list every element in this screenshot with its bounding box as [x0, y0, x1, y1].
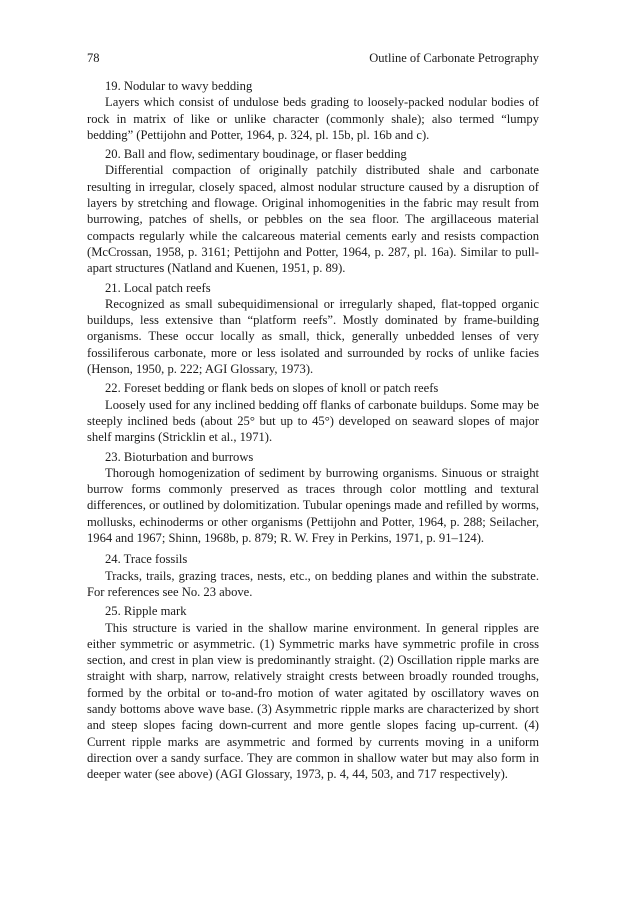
entry-heading: 25. Ripple mark [105, 604, 187, 619]
page-body [87, 78, 539, 785]
page-number: 78 [87, 51, 100, 65]
entry-heading: 22. Foreset bedding or flank beds on slopes of knoll or patch reefs [105, 381, 439, 396]
entry-ripple-mark [87, 603, 539, 782]
entry-nodular-bedding [87, 78, 539, 143]
entry-bioturbation [87, 449, 539, 547]
entry-foreset-bedding [87, 380, 539, 445]
entry-text: Recognized as small subequidimensional or irregularly shaped, flat-topped organic buildups, less extensive than “platform reefs”. Mostly dominated by frame-building organisms. These occur locally as small, thick, generally unbedded lenses of very fossiliferous carbonate, more or less isolated and surrounded by rocks of unlike facies (Henson, 1950, p. 222; AGI Glossary, 1973). [87, 296, 539, 377]
entry-heading: 19. Nodular to wavy bedding [105, 79, 253, 93]
running-title: Outline of Carbonate Petrography [369, 51, 539, 65]
entry-text: Layers which consist of undulose beds grading to loosely-packed nodular bodies of rock in matrix of like or unlike character (commonly shale); also termed “lumpy bedding” (Pettijohn and Potter, 1964, p. 324, pl. 15b, pl. 16b and c). [87, 95, 539, 142]
entry-text: Differential compaction of originally patchily distributed shale and carbonate resulting in irregular, closely spaced, almost nodular structure caused by a disruption of layers by stretching and flowage. Original inhomogenities in the fabric may result from burrowing, patches of shells, or pebbles on the sea floor. The argillaceous material compacts regularly while the calcareous material cements early and resists compaction (McCrossan, 1958, p. 3161; Pettijohn and Potter, 1964, p. 287, pl. 16a). Similar to pull-apart structures (Natland and Kuenen, 1951, p. 89). [87, 163, 539, 276]
entry-trace-fossils [87, 551, 539, 600]
entry-patch-reefs [87, 280, 539, 378]
entry-text: Tracks, trails, grazing traces, nests, etc., on bedding planes and within the substrate. For references see No. 23 above. [87, 568, 539, 599]
entry-heading: 24. Trace fossils [105, 552, 188, 567]
entry-heading: 20. Ball and flow, sedimentary boudinage, or flaser bedding [105, 147, 407, 162]
entry-heading: 23. Bioturbation and burrows [105, 449, 254, 464]
entry-heading: 21. Local patch reefs [105, 280, 211, 295]
entry-text: Thorough homogenization of sediment by burrowing organisms. Sinuous or straight burrow forms commonly preserved as traces through color mottling and textural differences, or outlined by dolomitization. Tubular openings made and refilled by worms, mollusks, echinoderms or other organisms (Pettijohn and Potter, 1964, p. 288; Seilacher, 1964 and 1967; Shinn, 1968b, p. 879; R. W. Frey in Perkins, 1971, p. 91–124). [87, 465, 539, 546]
entry-ball-and-flow [87, 146, 539, 276]
page-header [87, 50, 539, 66]
entry-text: Loosely used for any inclined bedding off flanks of carbonate buildups. Some may be steeply inclined beds (about 25° but up to 45°) developed on seaward slopes of major shelf margins (Stricklin et al., 1971). [87, 397, 539, 445]
entry-text: This structure is varied in the shallow marine environment. In general ripples are either symmetric or asymmetric. (1) Symmetric marks have symmetric profile in cross section, and crest in plan view is predominantly straight. (2) Oscillation ripple marks are straight with sharp, narrow, relatively straight crests between broadly rounded troughs, formed by the orbital or to-and-fro motion of water agitated by oscillatory waves on sandy bottoms above wave base. (3) Asymmetric ripple marks are characterized by short and steep slopes facing down-current and more gentle slopes facing up-current. (4) Current ripple marks are asymmetric and formed by currents moving in a uniform direction over a sandy surface. They are common in shallow water but may also form in deeper water (see above) (AGI Glossary, 1973, p. 4, 44, 503, and 717 respectively). [87, 620, 539, 782]
